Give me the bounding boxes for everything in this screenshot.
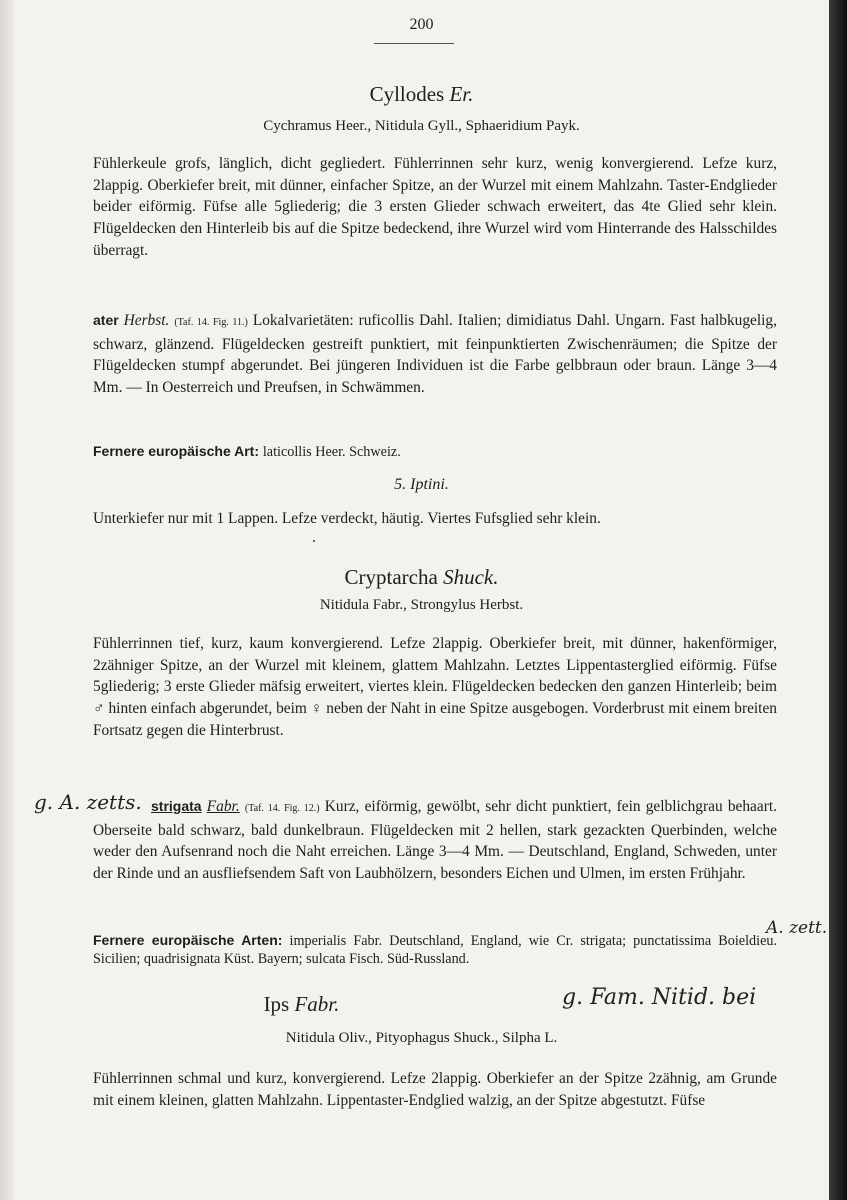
- page-edge-right: [829, 0, 847, 1200]
- handwritten-margin-note-right: A. zett.: [766, 918, 828, 938]
- species-name: strigata: [151, 798, 202, 814]
- tribe-heading-iptini: 5. Iptini.: [394, 476, 449, 493]
- species-author: Herbst.: [123, 312, 170, 329]
- further-text-2: strigata; punctatissima Boieldieu. Sicilien; quadrisignata Küst. Bayern; sulcata Fisch. Süd-Russland.: [93, 933, 778, 967]
- genus-synonyms-ips: Nitidula Oliv., Pityophagus Shuck., Silpha L.: [285, 1030, 558, 1046]
- genus-description-cryptarcha: Fühlerrinnen tief, kurz, kaum konvergierend. Lefze 2lappig. Oberkiefer breit, mit dünner, hakenförmiger, 2zähniger Spitze, an der Wurzel mit kleinem, glattem Mahlzahn. Letztes Lippentasterglied eiförmig. Füfse 5gliederig; 3 erste Glieder mäfsig erweitert, viertes klein. Flügeldecken bedecken den ganzen Hinterleib; beim ♂ hinten einfach abgerundet, beim ♀ neben der Naht in eine Spitze ausgebogen. Vorderbrust mit einem breiten Fortsatz gegen die Hinterbrust.: [93, 635, 777, 739]
- genus-description-ips: Fühlerrinnen schmal und kurz, konvergierend. Lefze 2lappig. Oberkiefer an der Spitze 2zähnig, am Grunde mit einem kleinen, glatten Mahlzahn. Lippentaster-Endglied walzig, an der Spitze abgestutzt. Füfse: [93, 1070, 777, 1109]
- further-text: laticollis Heer. Schweiz.: [262, 444, 401, 460]
- species-author: Fabr.: [206, 798, 240, 815]
- genus-author: Shuck.: [443, 565, 499, 589]
- species-entry-strigata: [93, 796, 777, 885]
- handwritten-note-ips: g. Fam. Nitid. bei: [562, 985, 757, 1010]
- genus-name: Cyllodes: [369, 82, 450, 106]
- book-page: [14, 0, 829, 1200]
- page-number: 200: [409, 16, 434, 33]
- plate-reference: (Taf. 14. Fig. 11.): [174, 317, 248, 328]
- genus-name: Cryptarcha: [344, 565, 444, 589]
- further-species-cyllodes: [93, 441, 777, 463]
- genus-name: Ips: [263, 992, 295, 1016]
- genus-synonyms-cyllodes: Cychramus Heer., Nitidula Gyll., Sphaeridium Payk.: [263, 118, 580, 134]
- ink-speck: [313, 540, 315, 542]
- plate-reference: (Taf. 14. Fig. 12.): [244, 803, 320, 814]
- further-label: Fernere europäische Art:: [93, 443, 259, 459]
- species-text: Lokalvarietäten: ruficollis Dahl. Italien; dimidiatus Dahl. Ungarn. Fast halbkugelig, schwarz, glänzend. Flügeldecken gestreift punktiert, mit feinpunktierten Zwischenräumen; die Spitze der Flügeldecken stumpf abgerundet. Bei jüngeren Individuen ist die Farbe gelbbraun oder braun. Länge 3—4 Mm. — In Oesterreich und Preufsen, in Schwämmen.: [93, 312, 777, 397]
- genus-author: Er.: [449, 82, 474, 106]
- further-text-1: imperialis Fabr. Deutschland, England, wie Cr.: [289, 933, 574, 949]
- genus-heading-cyllodes: [14, 82, 829, 107]
- species-text: Kurz, eiförmig, gewölbt, sehr dicht punktiert, fein gelblichgrau behaart. Oberseite bald schwarz, bald dunkelbraun. Flügeldecken mit 2 hellen, stark gezackten Querbinden, welche weder den Aufsenrand noch die Naht erreichen. Länge 3—4 Mm. — Deutschland, England, Schweden, unter der Rinde und an ausfliefsendem Saft von Laubhölzern, besonders Eichen und Ulmen, im ersten Frühjahr.: [93, 798, 777, 883]
- genus-synonyms-cryptarcha: Nitidula Fabr., Strongylus Herbst.: [319, 597, 524, 613]
- tribe-description-iptini: Unterkiefer nur mit 1 Lappen. Lefze verdeckt, häutig. Viertes Fufsglied sehr klein.: [93, 510, 601, 527]
- page-edge-left: [0, 0, 14, 1200]
- genus-description-cyllodes: Fühlerkeule grofs, länglich, dicht gegliedert. Fühlerrinnen sehr kurz, wenig konvergierend. Lefze kurz, 2lappig. Oberkiefer breit, mit dünner, einfacher Spitze, an der Wurzel mit einem Mahlzahn. Taster-Endglieder beider eiförmig. Füfse alle 5gliederig; die 3 ersten Glieder schwach erweitert, das 4te Glied sehr klein. Flügeldecken den Hinterleib bis auf die Spitze bedeckend, ihre Wurzel wird vom Hinterrande des Halsschildes überragt.: [93, 155, 777, 259]
- genus-author: Fabr.: [294, 992, 340, 1016]
- further-species-cryptarcha: [93, 931, 777, 968]
- header-rule: [374, 43, 454, 44]
- further-label: Fernere europäische Arten:: [93, 932, 283, 948]
- species-name: ater: [93, 312, 119, 328]
- genus-heading-cryptarcha: [14, 565, 829, 590]
- handwritten-margin-note-left: g. A. zetts.: [34, 790, 142, 814]
- species-entry-ater: [93, 310, 777, 399]
